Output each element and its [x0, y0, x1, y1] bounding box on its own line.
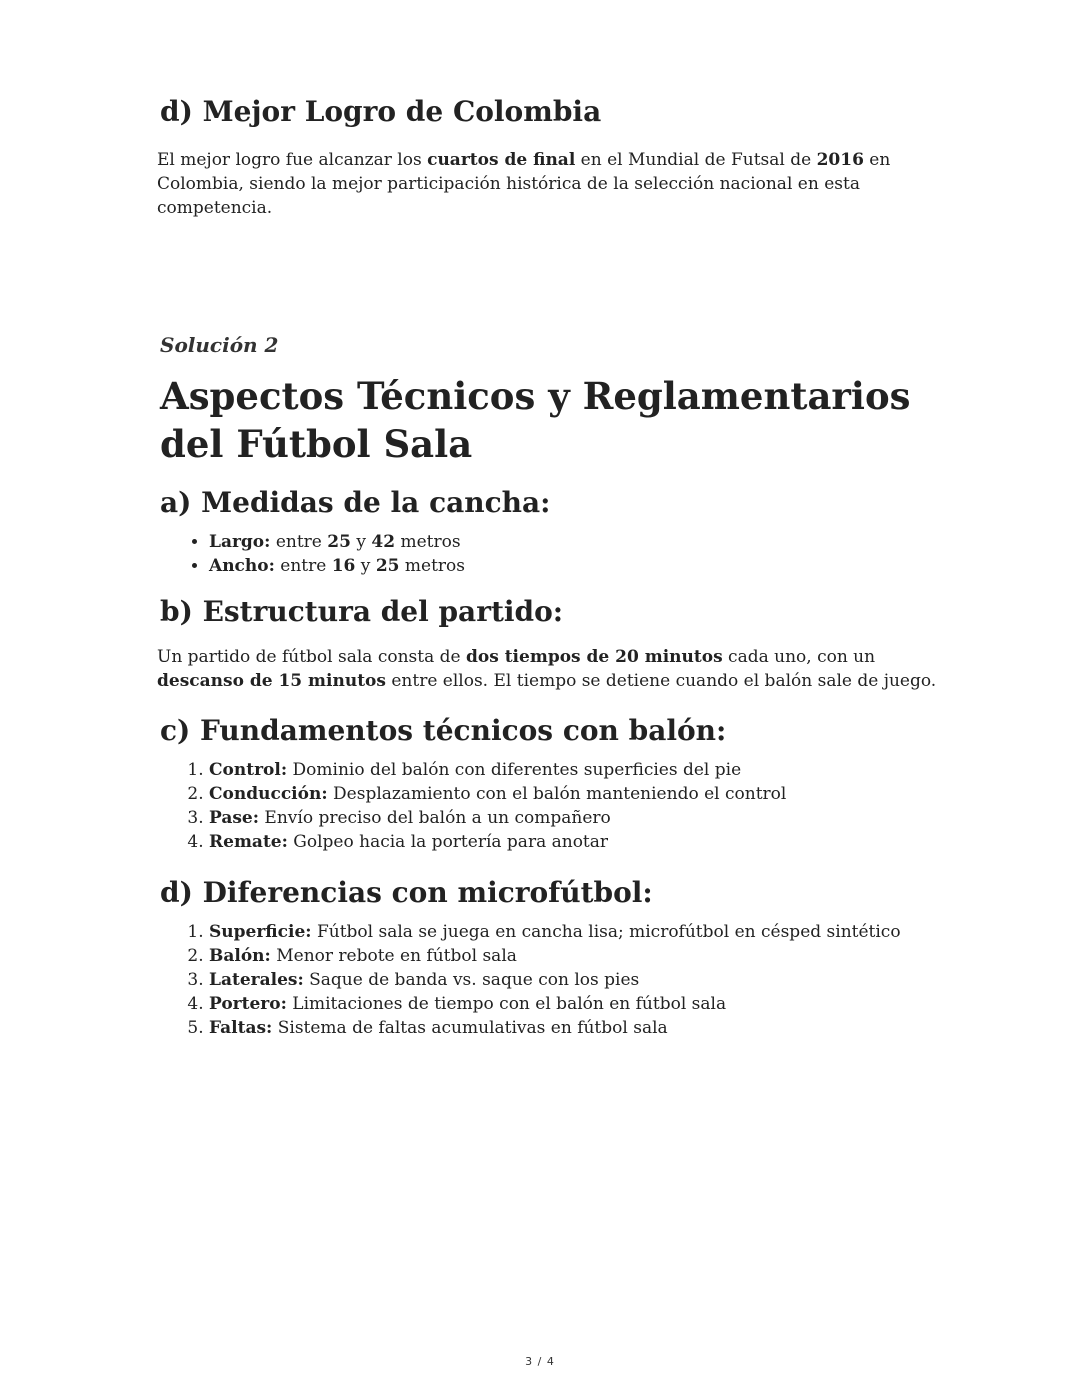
- list-fundamentos: [157, 758, 937, 854]
- heading-fundamentos: c) Fundamentos técnicos con balón:: [160, 714, 727, 747]
- list-item: 3. Pase: Envío preciso del balón a un compañero: [209, 806, 937, 830]
- list-diferencias: [157, 920, 937, 1040]
- solution-label: Solución 2: [160, 333, 279, 357]
- paragraph-estructura: Un partido de fútbol sala consta de dos tiempos de 20 minutos cada uno, con un descanso de 15 minutos entre ellos. El tiempo se detiene cuando el balón sale de juego.: [157, 647, 937, 691]
- list-item: 4. Portero: Limitaciones de tiempo con el balón en fútbol sala: [209, 992, 937, 1016]
- page-content: [157, 94, 937, 1040]
- main-title: Aspectos Técnicos y Reglamentarios del Fútbol Sala: [160, 374, 911, 466]
- list-item: 5. Faltas: Sistema de faltas acumulativas en fútbol sala: [209, 1016, 937, 1040]
- list-item: 3. Laterales: Saque de banda vs. saque con los pies: [209, 968, 937, 992]
- heading-mejor-logro: d) Mejor Logro de Colombia: [160, 95, 602, 128]
- list-item: • Ancho: entre 16 y 25 metros: [209, 554, 937, 578]
- page-number: 3 / 4: [525, 1355, 555, 1368]
- list-item: 1. Superficie: Fútbol sala se juega en cancha lisa; microfútbol en césped sintético: [209, 920, 937, 944]
- paragraph-mejor-logro: El mejor logro fue alcanzar los cuartos de final en el Mundial de Futsal de 2016 en Colombia, siendo la mejor participación histórica de la selección nacional en esta competencia.: [157, 150, 891, 218]
- list-item: 2. Balón: Menor rebote en fútbol sala: [209, 944, 937, 968]
- list-item: 4. Remate: Golpeo hacia la portería para anotar: [209, 830, 937, 854]
- list-medidas: [157, 530, 937, 578]
- heading-estructura: b) Estructura del partido:: [160, 595, 564, 628]
- list-item: • Largo: entre 25 y 42 metros: [209, 530, 937, 554]
- list-item: 2. Conducción: Desplazamiento con el balón manteniendo el control: [209, 782, 937, 806]
- list-item: 1. Control: Dominio del balón con diferentes superficies del pie: [209, 758, 937, 782]
- heading-diferencias: d) Diferencias con microfútbol:: [160, 876, 653, 909]
- heading-medidas: a) Medidas de la cancha:: [160, 486, 551, 519]
